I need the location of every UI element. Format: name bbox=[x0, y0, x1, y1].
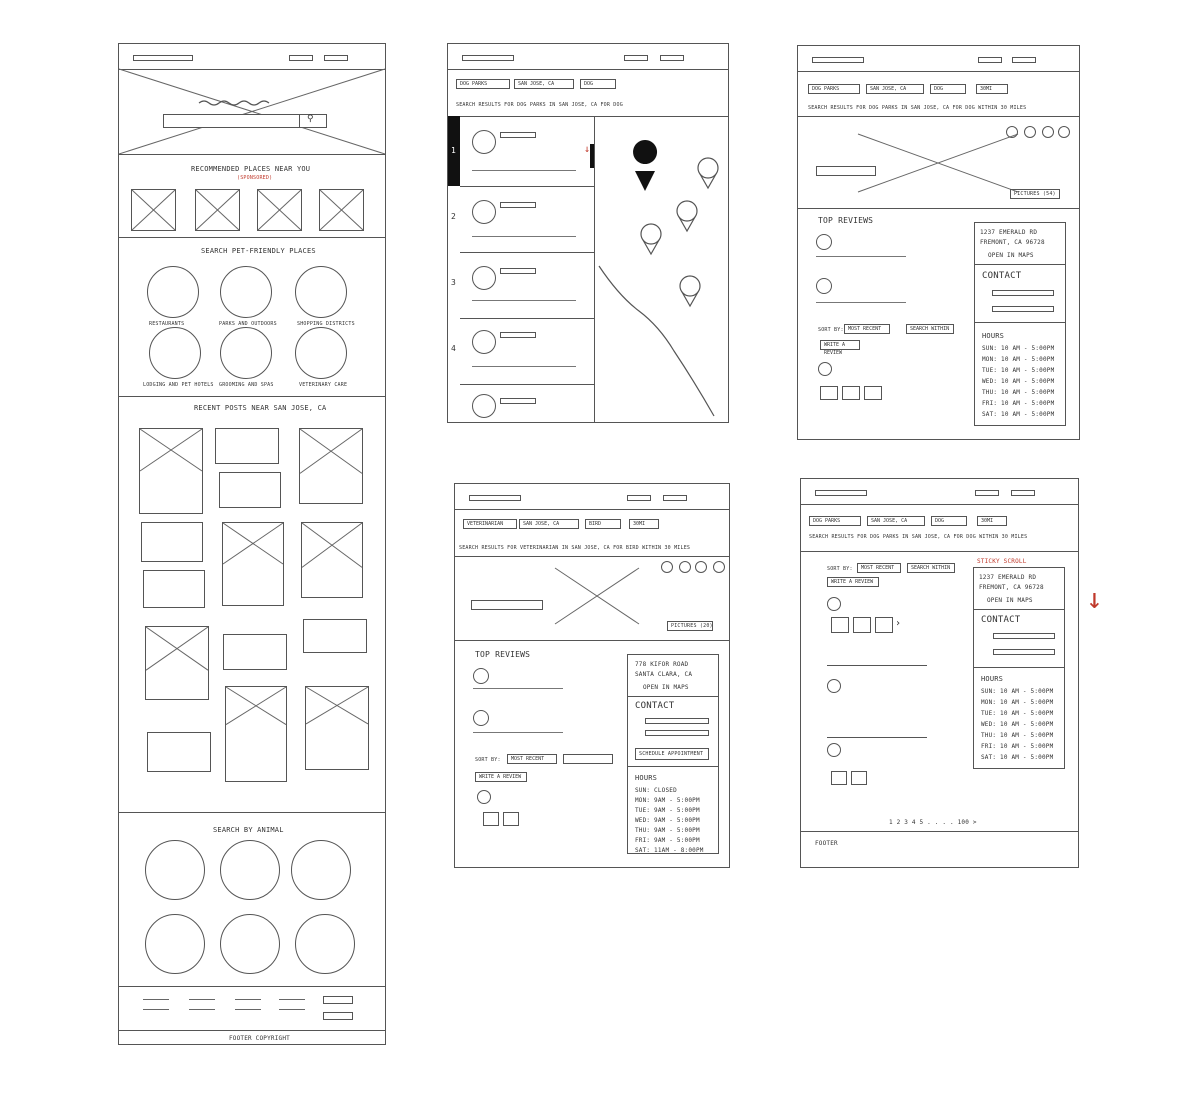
hero-image-placeholder bbox=[119, 69, 385, 154]
hours-row: MON: 9AM - 5:00PM bbox=[635, 797, 700, 804]
nav-link-1[interactable] bbox=[978, 57, 1002, 63]
nav-link-2[interactable] bbox=[324, 55, 348, 61]
address-line-1: 778 KIFOR ROAD bbox=[635, 661, 689, 668]
hours-row: THU: 10 AM - 5:00PM bbox=[982, 389, 1055, 396]
search-location-field[interactable]: SAN JOSE, CA bbox=[867, 516, 925, 526]
avatar bbox=[827, 679, 841, 693]
review-photo[interactable] bbox=[851, 771, 867, 785]
rabbit-icon[interactable] bbox=[291, 840, 351, 900]
post-card[interactable] bbox=[223, 634, 287, 670]
result-thumbnail[interactable] bbox=[472, 266, 496, 290]
lodging-icon[interactable] bbox=[149, 327, 201, 379]
hours-row: TUE: 9AM - 5:00PM bbox=[635, 807, 700, 814]
address-line-1: 1237 EMERALD RD bbox=[979, 574, 1037, 581]
parks-icon[interactable] bbox=[220, 266, 272, 318]
search-places-heading: SEARCH PET-FRIENDLY PLACES bbox=[201, 247, 316, 255]
pictures-button[interactable]: PICTURES (54) bbox=[1010, 189, 1060, 199]
row-number: 2 bbox=[451, 212, 457, 221]
share-icon[interactable] bbox=[1006, 126, 1018, 138]
wireframe-home bbox=[118, 43, 386, 1045]
logo-placeholder bbox=[469, 495, 521, 501]
sort-select[interactable]: MOST RECENT bbox=[844, 324, 890, 334]
wireframe-detail-vet bbox=[454, 483, 730, 868]
hours-row: WED: 10 AM - 5:00PM bbox=[981, 721, 1054, 728]
search-pet-select[interactable]: BIRD bbox=[585, 519, 621, 529]
cat-icon[interactable] bbox=[220, 840, 280, 900]
open-in-maps-link[interactable]: OPEN IN MAPS bbox=[643, 684, 689, 691]
nav-link-2[interactable] bbox=[660, 55, 684, 61]
recommended-card[interactable] bbox=[195, 189, 240, 231]
hero-image-placeholder bbox=[858, 134, 1018, 192]
result-thumbnail[interactable] bbox=[472, 394, 496, 418]
recent-posts-heading: RECENT POSTS NEAR SAN JOSE, CA bbox=[194, 404, 327, 412]
arrow-down-icon: ↓ bbox=[584, 144, 591, 155]
open-in-maps-link[interactable]: OPEN IN MAPS bbox=[987, 597, 1033, 604]
save-icon[interactable] bbox=[679, 561, 691, 573]
place-name-placeholder bbox=[816, 166, 876, 176]
post-card[interactable] bbox=[143, 570, 205, 608]
hours-row: THU: 9AM - 5:00PM bbox=[635, 827, 700, 834]
directions-icon[interactable] bbox=[1042, 126, 1054, 138]
dog-icon[interactable] bbox=[145, 840, 205, 900]
logo-placeholder bbox=[815, 490, 867, 496]
hours-row: TUE: 10 AM - 5:00PM bbox=[981, 710, 1054, 717]
search-location-field[interactable]: SAN JOSE, CA bbox=[519, 519, 579, 529]
avatar bbox=[816, 234, 832, 250]
address-line-2: FREMONT, CA 96728 bbox=[979, 584, 1044, 591]
write-review-button[interactable]: WRITE A REVIEW bbox=[820, 340, 860, 350]
hours-heading: HOURS bbox=[982, 332, 1005, 340]
hours-row: SUN: CLOSED bbox=[635, 787, 677, 794]
nav-link-1[interactable] bbox=[624, 55, 648, 61]
avatar bbox=[473, 668, 489, 684]
contact-field bbox=[645, 718, 709, 724]
nav-link-1[interactable] bbox=[627, 495, 651, 501]
search-pet-select[interactable]: DOG bbox=[580, 79, 616, 89]
hours-heading: HOURS bbox=[635, 774, 658, 782]
place-name-placeholder bbox=[471, 600, 543, 610]
veterinary-icon[interactable] bbox=[295, 327, 347, 379]
contact-field bbox=[645, 730, 709, 736]
hours-row: WED: 10 AM - 5:00PM bbox=[982, 378, 1055, 385]
avatar bbox=[473, 710, 489, 726]
save-icon[interactable] bbox=[1024, 126, 1036, 138]
footer: FOOTER bbox=[815, 840, 838, 847]
sort-by-label: SORT BY: bbox=[475, 757, 501, 763]
hours-row: SAT: 10 AM - 5:00PM bbox=[982, 411, 1055, 418]
search-pet-select[interactable]: DOG bbox=[930, 84, 966, 94]
results-summary: SEARCH RESULTS FOR VETERINARIAN IN SAN JOSE, CA FOR BIRD WITHIN 30 MILES bbox=[459, 545, 691, 551]
hours-row: THU: 10 AM - 5:00PM bbox=[981, 732, 1054, 739]
nav-link-2[interactable] bbox=[663, 495, 687, 501]
nav-link-1[interactable] bbox=[975, 490, 999, 496]
sort-by-label: SORT BY: bbox=[827, 566, 853, 572]
scrollbar[interactable] bbox=[590, 144, 594, 168]
contact-heading: CONTACT bbox=[635, 701, 675, 711]
logo-placeholder bbox=[133, 55, 193, 61]
sort-select[interactable]: MOST RECENT bbox=[507, 754, 557, 764]
address-line-2: FREMONT, CA 96728 bbox=[980, 239, 1045, 246]
category-label: VETERINARY CARE bbox=[299, 382, 348, 388]
search-query-field[interactable]: DOG PARKS bbox=[809, 516, 861, 526]
avatar bbox=[827, 743, 841, 757]
search-location-field[interactable]: SAN JOSE, CA bbox=[514, 79, 574, 89]
review-photo[interactable] bbox=[831, 617, 849, 633]
restaurants-icon[interactable] bbox=[147, 266, 199, 318]
avatar bbox=[816, 278, 832, 294]
review-photo[interactable] bbox=[842, 386, 860, 400]
results-summary: SEARCH RESULTS FOR DOG PARKS IN SAN JOSE, CA FOR DOG WITHIN 30 MILES bbox=[809, 534, 1028, 540]
review-photo[interactable] bbox=[483, 812, 499, 826]
chevron-right-icon[interactable]: › bbox=[895, 618, 902, 629]
hours-row: SUN: 10 AM - 5:00PM bbox=[982, 345, 1055, 352]
search-within-input[interactable] bbox=[563, 754, 613, 764]
result-thumbnail[interactable] bbox=[472, 200, 496, 224]
search-radius-select[interactable]: 30MI bbox=[629, 519, 659, 529]
hours-row: WED: 9AM - 5:00PM bbox=[635, 817, 700, 824]
post-card[interactable] bbox=[225, 686, 287, 782]
post-card[interactable] bbox=[219, 472, 281, 508]
category-label: SHOPPING DISTRICTS bbox=[297, 321, 355, 327]
nav-link-2[interactable] bbox=[1011, 490, 1035, 496]
write-review-button[interactable]: WRITE A REVIEW bbox=[827, 577, 879, 587]
favorite-icon[interactable] bbox=[713, 561, 725, 573]
search-query-field[interactable]: DOG PARKS bbox=[808, 84, 860, 94]
top-reviews-heading: TOP REVIEWS bbox=[818, 216, 874, 225]
search-animal-heading: SEARCH BY ANIMAL bbox=[213, 826, 284, 834]
nav-link-1[interactable] bbox=[289, 55, 313, 61]
review-photo[interactable] bbox=[503, 812, 519, 826]
write-review-button[interactable]: WRITE A REVIEW bbox=[475, 772, 527, 782]
results-summary: SEARCH RESULTS FOR DOG PARKS IN SAN JOSE, CA FOR DOG bbox=[456, 102, 623, 108]
hours-row: SAT: 11AM - 8:00PM bbox=[635, 847, 704, 854]
category-label: GROOMING AND SPAS bbox=[219, 382, 274, 388]
review-photo[interactable] bbox=[864, 386, 882, 400]
post-card[interactable] bbox=[145, 626, 209, 700]
search-within-input[interactable]: SEARCH WITHIN bbox=[906, 324, 954, 334]
search-within-input[interactable]: SEARCH WITHIN bbox=[907, 563, 955, 573]
contact-heading: CONTACT bbox=[981, 615, 1021, 625]
search-radius-select[interactable]: 30MI bbox=[976, 84, 1008, 94]
logo-placeholder bbox=[462, 55, 514, 61]
footer-copyright: FOOTER COPYRIGHT bbox=[229, 1035, 290, 1042]
contact-field bbox=[992, 306, 1054, 312]
horse-icon[interactable] bbox=[295, 914, 355, 974]
contact-field bbox=[992, 290, 1054, 296]
category-label: LODGING AND PET HOTELS bbox=[143, 382, 214, 388]
post-card[interactable] bbox=[303, 619, 367, 653]
post-card[interactable] bbox=[301, 522, 363, 598]
hours-row: MON: 10 AM - 5:00PM bbox=[982, 356, 1055, 363]
post-card[interactable] bbox=[141, 522, 203, 562]
top-reviews-heading: TOP REVIEWS bbox=[475, 650, 531, 659]
recommended-card[interactable] bbox=[257, 189, 302, 231]
map-pin-icon-active bbox=[633, 140, 657, 191]
bird-icon[interactable] bbox=[145, 914, 205, 974]
post-card[interactable] bbox=[222, 522, 284, 606]
search-pet-select[interactable]: DOG bbox=[931, 516, 967, 526]
hours-row: FRI: 10 AM - 5:00PM bbox=[982, 400, 1055, 407]
search-icon[interactable]: ⚲ bbox=[307, 114, 314, 124]
search-radius-select[interactable]: 30MI bbox=[977, 516, 1007, 526]
sort-select[interactable]: MOST RECENT bbox=[857, 563, 901, 573]
row-number: 1 bbox=[451, 146, 457, 155]
favorite-icon[interactable] bbox=[1058, 126, 1070, 138]
hours-heading: HOURS bbox=[981, 675, 1004, 683]
search-query-field[interactable]: VETERINARIAN bbox=[463, 519, 517, 529]
hours-row: SUN: 10 AM - 5:00PM bbox=[981, 688, 1054, 695]
pagination[interactable]: 1 2 3 4 5 . . . . 100 > bbox=[889, 819, 977, 826]
row-number: 4 bbox=[451, 344, 457, 353]
contact-heading: CONTACT bbox=[982, 271, 1022, 281]
row-number: 3 bbox=[451, 278, 457, 287]
wireframe-detail-park bbox=[797, 45, 1080, 440]
map-panel[interactable] bbox=[595, 116, 728, 422]
footer-button[interactable] bbox=[323, 1012, 353, 1020]
results-summary: SEARCH RESULTS FOR DOG PARKS IN SAN JOSE, CA FOR DOG WITHIN 30 MILES bbox=[808, 105, 1027, 111]
hours-row: SAT: 10 AM - 5:00PM bbox=[981, 754, 1054, 761]
post-card[interactable] bbox=[215, 428, 279, 464]
result-thumbnail[interactable] bbox=[472, 330, 496, 354]
grooming-icon[interactable] bbox=[220, 327, 272, 379]
contact-field bbox=[993, 649, 1055, 655]
avatar bbox=[477, 790, 491, 804]
wireframe-search-results bbox=[447, 43, 729, 423]
address-line-2: SANTA CLARA, CA bbox=[635, 671, 693, 678]
logo-placeholder bbox=[812, 57, 864, 63]
post-card[interactable] bbox=[139, 428, 203, 514]
sort-by-label: SORT BY: bbox=[818, 327, 844, 333]
hours-row: TUE: 10 AM - 5:00PM bbox=[982, 367, 1055, 374]
recommended-card[interactable] bbox=[319, 189, 364, 231]
post-card[interactable] bbox=[299, 428, 363, 504]
sticky-scroll-note: STICKY SCROLL bbox=[977, 558, 1027, 565]
open-in-maps-link[interactable]: OPEN IN MAPS bbox=[988, 252, 1034, 259]
search-query-field[interactable]: DOG PARKS bbox=[456, 79, 510, 89]
post-card[interactable] bbox=[147, 732, 211, 772]
review-photo[interactable] bbox=[853, 617, 871, 633]
result-thumbnail[interactable] bbox=[472, 130, 496, 154]
hero-image-placeholder bbox=[555, 568, 639, 624]
hours-row: FRI: 10 AM - 5:00PM bbox=[981, 743, 1054, 750]
pictures-button[interactable]: PICTURES (20) bbox=[667, 621, 713, 631]
recommended-card[interactable] bbox=[131, 189, 176, 231]
address-line-1: 1237 EMERALD RD bbox=[980, 229, 1038, 236]
post-card[interactable] bbox=[305, 686, 369, 770]
category-label: PARKS AND OUTDOORS bbox=[219, 321, 277, 327]
schedule-appointment-button[interactable]: SCHEDULE APPOINTMENT bbox=[635, 748, 709, 760]
category-label: RESTAURANTS bbox=[149, 321, 185, 327]
review-photo[interactable] bbox=[831, 771, 847, 785]
shopping-icon[interactable] bbox=[295, 266, 347, 318]
hero-search-input[interactable] bbox=[163, 114, 327, 128]
avatar bbox=[827, 597, 841, 611]
hours-row: MON: 10 AM - 5:00PM bbox=[981, 699, 1054, 706]
hours-row: FRI: 9AM - 5:00PM bbox=[635, 837, 700, 844]
review-photo[interactable] bbox=[875, 617, 893, 633]
recommended-heading: RECOMMENDED PLACES NEAR YOU bbox=[191, 165, 311, 173]
lizard-icon[interactable] bbox=[220, 914, 280, 974]
wireframe-detail-scroll bbox=[800, 478, 1079, 868]
directions-icon[interactable] bbox=[695, 561, 707, 573]
contact-field bbox=[993, 633, 1055, 639]
nav-link-2[interactable] bbox=[1012, 57, 1036, 63]
avatar bbox=[818, 362, 832, 376]
review-photo[interactable] bbox=[820, 386, 838, 400]
arrow-down-icon: ↓ bbox=[1086, 582, 1103, 615]
footer-button[interactable] bbox=[323, 996, 353, 1004]
share-icon[interactable] bbox=[661, 561, 673, 573]
search-location-field[interactable]: SAN JOSE, CA bbox=[866, 84, 924, 94]
sponsored-note: (SPONSORED) bbox=[237, 175, 273, 181]
